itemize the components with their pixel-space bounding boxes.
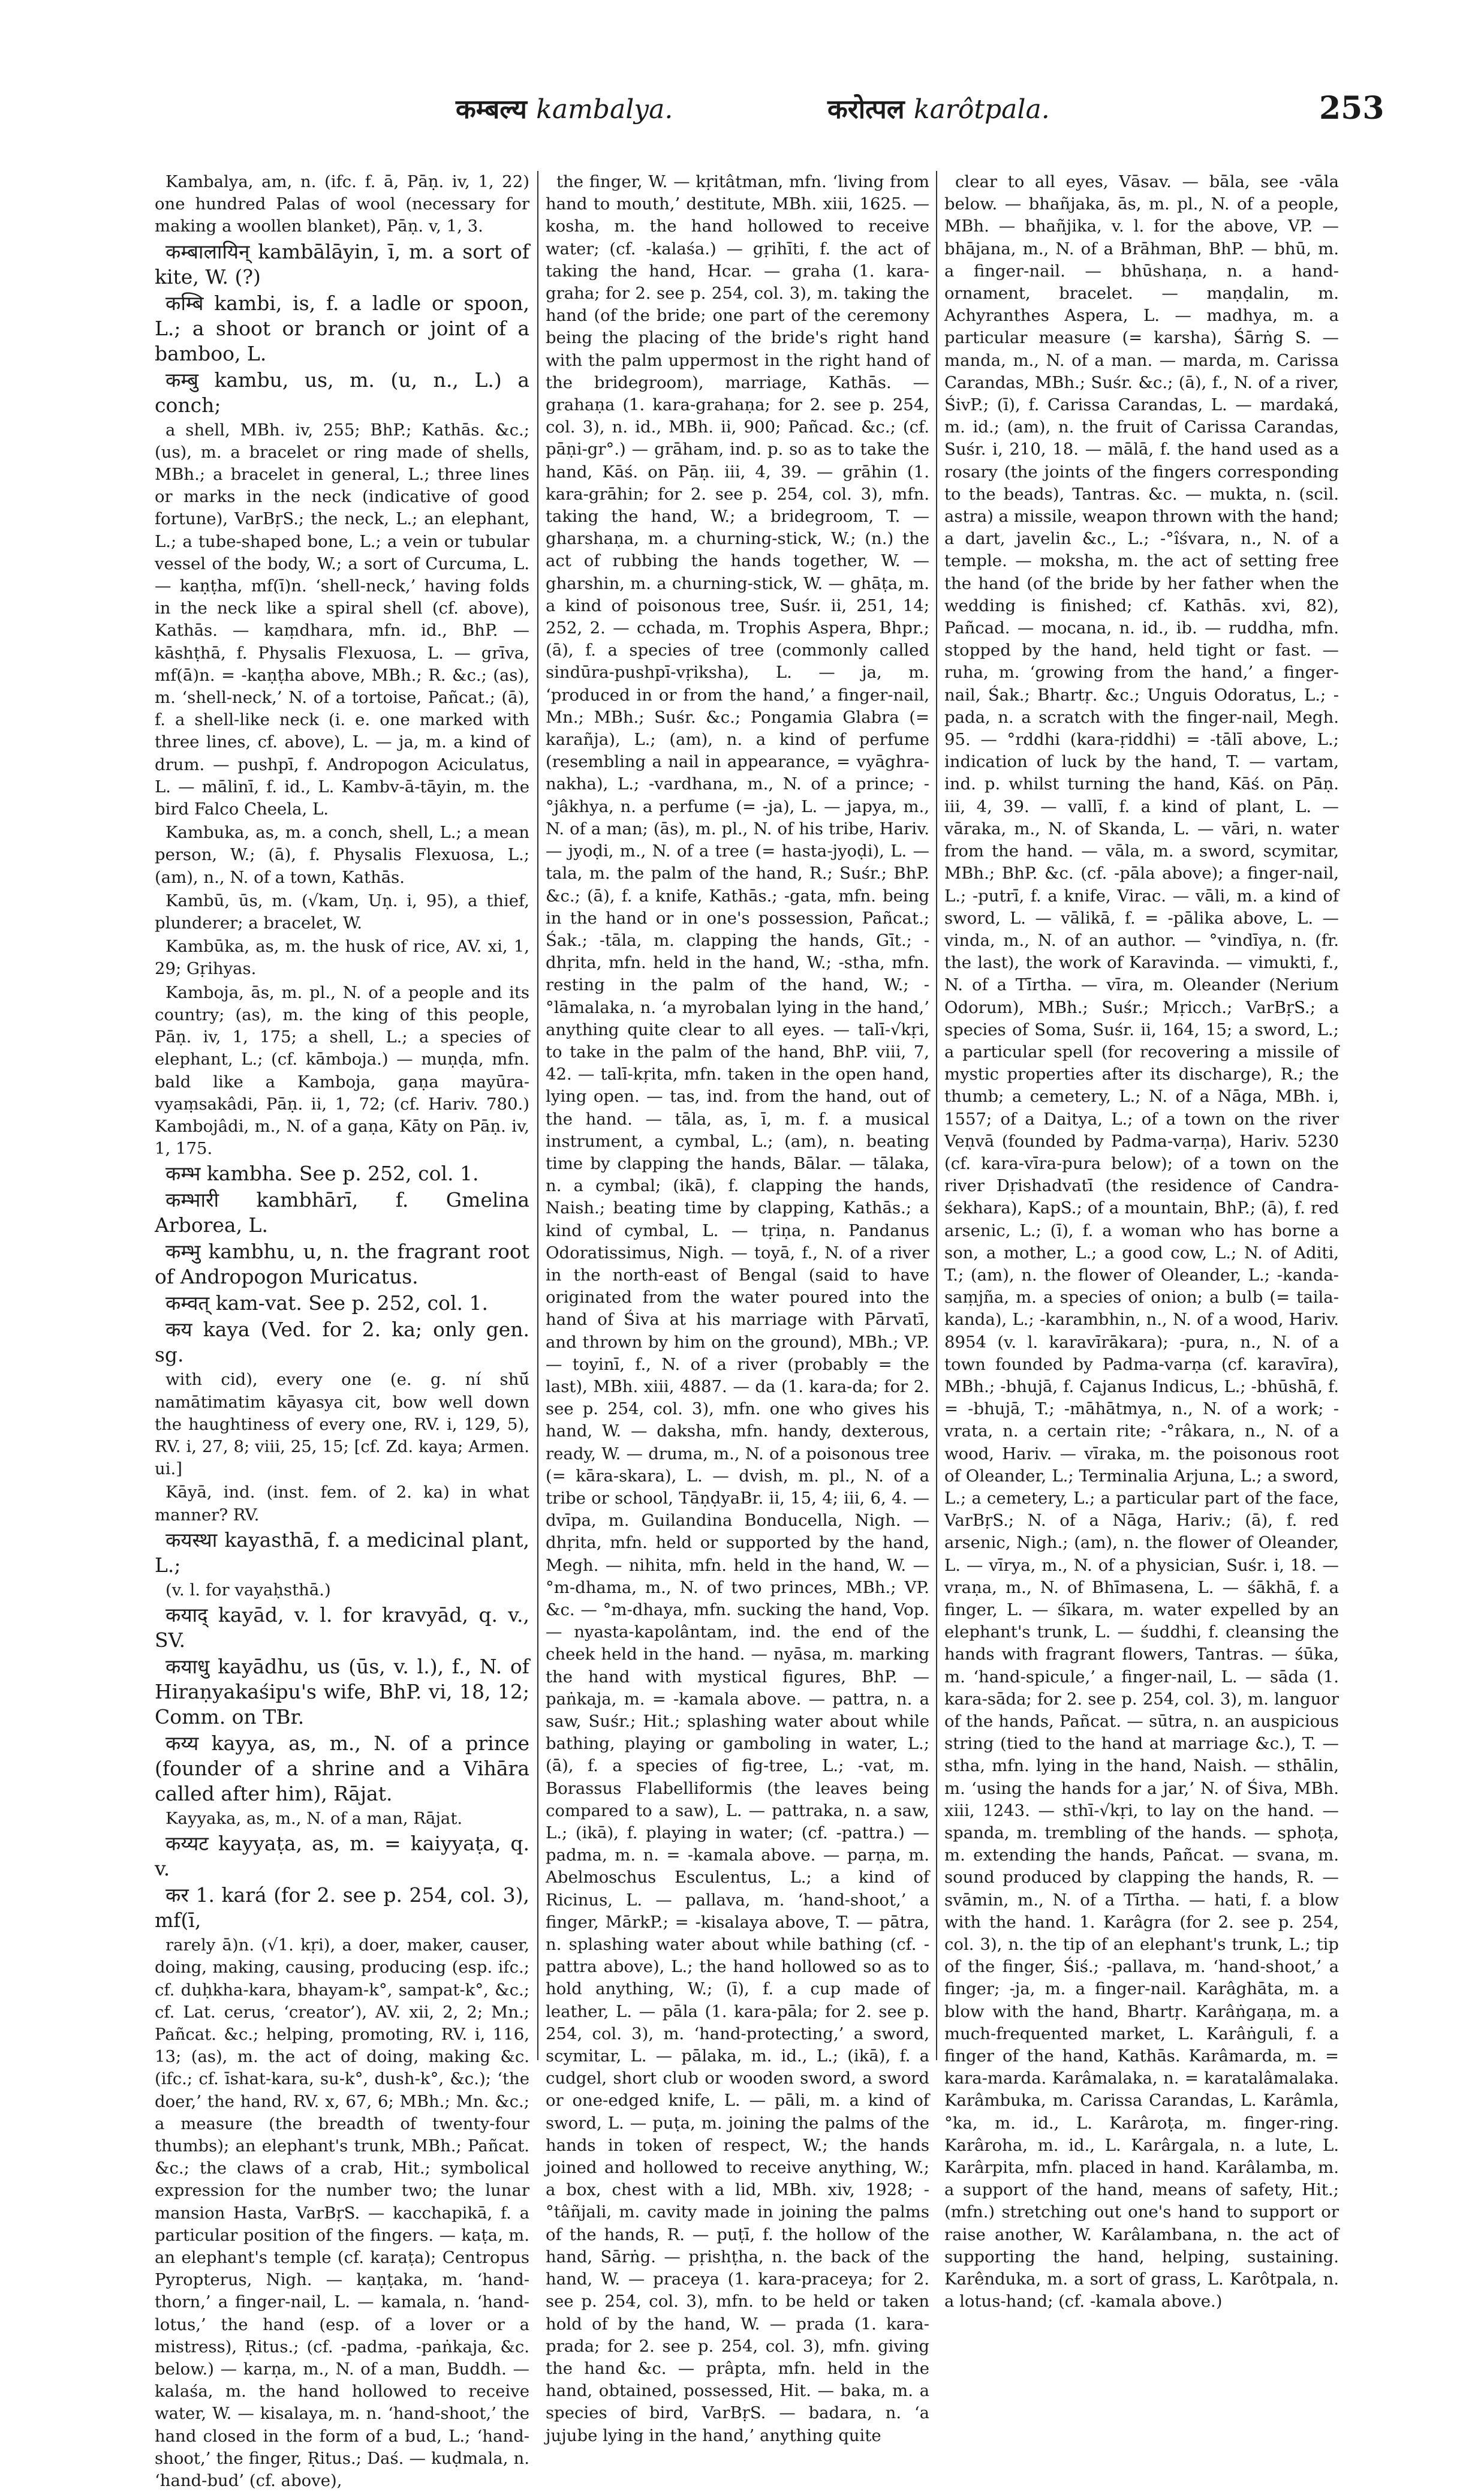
dictionary-entry: कयस्था kayasthā, f. a medicinal plant, L.; <box>155 1528 529 1577</box>
dictionary-entry: rarely ā)n. (√1. kṛi), a doer, maker, causer, doing, making, causing, producing (esp. ifc.; cf. duḥkha-kara, bhayam-k°, sampat-k°, &c.; cf. Lat. cerus, ‘creator’), AV. xii, 2, 2; Mn.; Pañcat. &c.; helping, promoting, RV. i, 116, 13; (as), m. the act of doing, making &c. (ifc.; cf. īshat-kara, su-k°, dush-k°, &c.); ‘the doer,’ the hand, RV. x, 67, 6; MBh.; Mn. &c.; a measure (the breadth of twenty-four thumbs); an elephant's trunk, MBh.; Pañcat. &c.; the claws of a crab, Hit.; symbolical expression for the number two; the lunar mansion Hasta, VarBṛS. — kacchapikā, f. a particular position of the fingers. — kaṭa, m. an elephant's temple (cf. karaṭa); Centropus Pyropterus, Nigh. — kaṇṭaka, m. ‘hand-thorn,’ a finger-nail, L. — kamala, n. ‘hand-lotus,’ the hand (esp. of a lover or a mistress), Ṛitus.; (cf. -padma, -paṅkaja, &c. below.) — karṇa, m., N. of a man, Buddh. — kalaśa, m. the hand hollowed to receive water, W. — kisalaya, m. n. ‘hand-shoot,’ the hand closed in the form of a bud, L.; ‘hand-shoot,’ the finger, Ṛitus.; Daś. — kuḍmala, n. ‘hand-bud’ (cf. above), <box>155 1935 529 2491</box>
dictionary-entry: कय kaya (Ved. for 2. ka; only gen. sg. <box>155 1318 529 1367</box>
dictionary-entry: कयाद् kayād, v. l. for kravyād, q. v., SV. <box>155 1603 529 1652</box>
dictionary-column-1 <box>155 171 529 2491</box>
dictionary-entry: कम्भु kambhu, u, n. the fragrant root of Andropogon Muricatus. <box>155 1240 529 1289</box>
dictionary-entry: Kayyaka, as, m., N. of a man, Rājat. <box>165 1808 463 1828</box>
dictionary-entry: कम्बालायिन् kambālāyin, ī, m. a sort of kite, W. (?) <box>155 239 529 288</box>
column-divider <box>537 171 538 2060</box>
page-header <box>0 90 1484 144</box>
dictionary-entry: कय्य kayya, as, m., N. of a prince (founder of a shrine and a Vihāra called after him), Rājat. <box>155 1731 529 1805</box>
dictionary-entry: Kamboja, ās, m. pl., N. of a people and its country; (as), m. the king of this people, Pāṇ. iv, 1, 175; a shell, L.; a species of elephant, L.; (cf. kāmboja.) — muṇḍa, mfn. bald like a Kamboja, gaṇa mayūra-vyaṃsakâdi, Pāṇ. ii, 1, 72; (cf. Hariv. 780.) Kambojâdi, m., N. of a gaṇa, Kāty on Pāṇ. iv, 1, 175. <box>155 982 529 1159</box>
dictionary-entry: कयाधु kayādhu, us (ūs, v. l.), f., N. of Hiraṇyakaśipu's wife, BhP. vi, 18, 12; Comm. on TBr. <box>155 1654 529 1729</box>
running-head-left-devanagari: कम्बल्य <box>456 94 527 125</box>
dictionary-entry: the finger, W. — kṛitâtman, mfn. ‘living from hand to mouth,’ destitute, MBh. xiii, 1625. — kosha, m. the hand hollowed to receive water; (cf. -kalaśa.) — gṛihīti, f. the act of taking the hand, Hcar. — graha (1. kara-graha; for 2. see p. 254, col. 3), m. taking the hand (of the bride; one part of the ceremony being the placing of the bride's right hand with the palm uppermost in the right hand of the bridegroom), marriage, Kathās. — grahaṇa (1. kara-grahaṇa; for 2. see p. 254, col. 3), n. id., MBh. ii, 900; Pañcad. &c.; (cf. pāṇi-gr°.) — grāham, ind. p. so as to take the hand, Kāś. on Pāṇ. iii, 4, 39. — grāhin (1. kara-grāhin; for 2. see p. 254, col. 3), mfn. taking the hand, W.; a bridegroom, T. — gharshaṇa, m. a churning-stick, W.; (n.) the act of rubbing the hands together, W. — gharshin, m. a churning-stick, W. — ghāṭa, m. a kind of poisonous tree, Suśr. ii, 251, 14; 252, 2. — cchada, m. Trophis Aspera, Bhpr.; (ā), f. a species of tree (commonly called sindūra-pushpī-vṛiksha), L. — ja, m. ‘produced in or from the hand,’ a finger-nail, Mn.; MBh.; Suśr. &c.; Pongamia Glabra (= karañja), L.; (am), n. a kind of perfume (resembling a nail in appearance, = vyāghra-nakha), L.; -vardhana, m., N. of a prince; -°jâkhya, n. a perfume (= -ja), L. — japya, m., N. of a man; (ās), m. pl., N. of his tribe, Hariv. — jyoḍi, m., N. of a tree (= hasta-jyoḍi), L. — tala, m. the palm of the hand, R.; Suśr.; BhP. &c.; (ā), f. a knife, Kathās.; -gata, mfn. being in the hand or in one's possession, Pañcat.; Śak.; -tāla, m. clapping the hands, Gīt.; -dhṛita, mfn. held in the hand, W.; -stha, mfn. resting in the palm of the hand, W.; -°lāmalaka, n. ‘a myrobalan lying in the hand,’ anything quite clear to all eyes. — talī-√kṛi, to take in the palm of the hand, BhP. viii, 7, 42. — talī-kṛita, mfn. taken in the open hand, lying open. — tas, ind. from the hand, out of the hand. — tāla, as, ī, m. f. a musical instrument, a cymbal, L.; (am), n. beating time by clapping the hands, Bālar. — tālaka, n. a cymbal; (ikā), f. clapping the hands, Naish.; beating time by clapping, Kathās.; a kind of cymbal, L. — tṛiṇa, n. Pandanus Odoratissimus, Nigh. — toyā, f., N. of a river in the north-east of Bengal (said to have originated from the water poured into the hand of Śiva at his marriage with Pārvatī, and thrown by him on the ground), MBh.; VP. — toyinī, f., N. of a river (probably = the last), MBh. xiii, 4887. — da (1. kara-da; for 2. see p. 254, col. 3), mfn. one who gives his hand, W. — daksha, mfn. handy, dexterous, ready, W. — druma, m., N. of a poisonous tree (= kāra-skara), L. — dvish, m. pl., N. of a tribe or school, TāṇḍyaBr. ii, 15, 4; iii, 6, 4. — dvīpa, m. Guilandina Bonducella, Nigh. — dhṛita, mfn. held or supported by the hand, Megh. — nihita, mfn. held in the hand, W. — °m-dhama, m., N. of two princes, MBh.; VP. &c. — °m-dhaya, mfn. sucking the hand, Vop. — nyasta-kapolântam, ind. the end of the cheek held in the hand. — nyāsa, m. marking the hand with mystical figures, BhP. — paṅkaja, m. = -kamala above. — pattra, n. a saw, Suśr.; Hit.; splashing water about while bathing, playing or gamboling in water, L.; (ā), f. a species of fig-tree, L.; -vat, m. Borassus Flabelliformis (the leaves being compared to a saw), L. — pattraka, n. a saw, L.; (ikā), f. playing in water; (cf. -pattra.) — padma, m. n. = -kamala above. — parṇa, m. Abelmoschus Esculentus, L.; a kind of Ricinus, L. — pallava, m. ‘hand-shoot,’ a finger, MārkP.; = -kisalaya above, T. — pātra, n. splashing water about while bathing (cf. -pattra above), L.; the hand hollowed so as to hold anything, W.; (ī), f. a cup made of leather, L. — pāla (1. kara-pāla; for 2. see p. 254, col. 3), m. ‘hand-protecting,’ a sword, scymitar, L. — pālaka, m. id., L.; (ikā), f. a cudgel, short club or wooden sword, a sword or one-edged knife, L. — pāli, m. a kind of sword, L. — puṭa, m. joining the palms of the hands in token of respect, W.; the hands joined and hollowed to receive anything, W.; a box, chest with a lid, MBh. xiv, 1928; -°tâñjali, m. cavity made in joining the palms of the hands, R. — puṭī, f. the hollow of the hand, Sārṅg. — pṛishṭha, n. the back of the hand, W. — praceya (1. kara-praceya; for 2. see p. 254, col. 3), mfn. to be held or taken hold of by the hand, W. — prada (1. kara-prada; for 2. see p. 254, col. 3), mfn. giving the hand &c. — prâpta, mfn. held in the hand, obtained, possessed, Hit. — baka, m. a species of bird, VarBṛS. — badara, n. ‘a jujube lying in the hand,’ anything quite <box>546 172 929 2445</box>
running-head-right-devanagari: करोत्पल <box>827 94 905 125</box>
dictionary-entry: a shell, MBh. iv, 255; BhP.; Kathās. &c.; (us), m. a bracelet or ring made of shells, MBh.; a bracelet in general, L.; three lines or marks in the neck (indicative of good fortune), VarBṛS.; the neck, L.; an elephant, L.; a tube-shaped bone, L.; a vein or tubular vessel of the body, W.; a sort of Curcuma, L. — kaṇṭha, mf(ī)n. ‘shell-neck,’ having folds in the neck like a spiral shell (cf. above), Kathās. — kaṃdhara, mfn. id., BhP. — kāshṭhā, f. Physalis Flexuosa, L. — grīva, mf(ā)n. = -kaṇṭha above, MBh.; R. &c.; (as), m. ‘shell-neck,’ N. of a tortoise, Pañcat.; (ā), f. a shell-like neck (i. e. one marked with three lines, cf. above), L. — ja, m. a kind of drum. — pushpī, f. Andropogon Aciculatus, L. — mālinī, f. id., L. Kambv-ā-tāyin, m. the bird Falco Cheela, L. <box>155 420 529 819</box>
dictionary-entry: Kambuka, as, m. a conch, shell, L.; a mean person, W.; (ā), f. Physalis Flexuosa, L.; (am), n., N. of a town, Kathās. <box>155 823 529 887</box>
column-divider <box>936 171 937 2060</box>
dictionary-entry: Kāyā, ind. (inst. fem. of 2. ka) in what manner? RV. <box>155 1483 529 1525</box>
dictionary-entry: (v. l. for vayaḥsthā.) <box>165 1580 331 1600</box>
dictionary-entry: कम्वत् kam-vat. See p. 252, col. 1. <box>165 1291 488 1315</box>
dictionary-entry: कर 1. kará (for 2. see p. 254, col. 3), mf(ī, <box>155 1883 529 1932</box>
dictionary-entry: कम्बु kambu, us, m. (u, n., L.) a conch; <box>155 368 529 417</box>
dictionary-entry: कम्बि kambi, is, f. a ladle or spoon, L.; a shoot or branch or joint of a bamboo, L. <box>155 291 529 365</box>
running-head-right-roman: karôtpala. <box>913 94 1050 125</box>
dictionary-entry: कय्यट kayyaṭa, as, m. = kaiyyaṭa, q. v. <box>155 1832 529 1881</box>
dictionary-entry: Kambū, ūs, m. (√kam, Uṇ. i, 95), a thief, plunderer; a bracelet, W. <box>155 891 529 933</box>
dictionary-column-3 <box>944 171 1339 2311</box>
dictionary-entry: clear to all eyes, Vāsav. — bāla, see -vāla below. — bhañjaka, ās, m. pl., N. of a people, MBh. — bhañjika, v. l. for the above, VP. — bhājana, m., N. of a Brāhman, BhP. — bhū, m. a finger-nail. — bhūshaṇa, n. a hand-ornament, bracelet. — maṇḍalin, m. Achyranthes Aspera, L. — madhya, m. a particular measure (= karsha), Śārṅg S. — manda, m., N. of a man. — marda, m. Carissa Carandas, MBh.; Suśr. &c.; (ā), f., N. of a river, ŚivP.; (ī), f. Carissa Carandas, L. — mardaká, m. id.; (am), n. the fruit of Carissa Carandas, Suśr. i, 210, 18. — mālā, f. the hand used as a rosary (the joints of the fingers corresponding to the beads), Tantras. &c. — mukta, n. (scil. astra) a missile, weapon thrown with the hand; a dart, javelin &c., L.; -°îśvara, n., N. of a temple. — moksha, m. the act of setting free the hand (of the bride by her father when the wedding is finished; cf. Kathās. xvi, 82), Pañcad. — mocana, n. id., ib. — ruddha, mfn. stopped by the hand, held tight or fast. — ruha, m. ‘growing from the hand,’ a finger-nail, Śak.; Bhartṛ. &c.; Unguis Odoratus, L.; -pada, n. a scratch with the finger-nail, Megh. 95. — °rddhi (kara-ṛiddhi) = -tālī above, L.; indication of luck by the hand, T. — vartam, ind. p. whilst turning the hand, Kāś. on Pāṇ. iii, 4, 39. — vallī, f. a kind of plant, L. — vāraka, m., N. of Skanda, L. — vāri, n. water from the hand. — vāla, m. a sword, scymitar, MBh.; BhP. &c. (cf. -pāla above); a finger-nail, L.; -putrī, f. a knife, Virac. — vāli, m. a kind of sword, L. — vālikā, f. = -pālika above, L. — vinda, m., N. of an author. — °vindīya, n. (fr. the last), the work of Karavinda. — vimukti, f., N. of a Tīrtha. — vīra, m. Oleander (Nerium Odorum), MBh.; Suśr.; Mṛicch.; VarBṛS.; a species of Soma, Suśr. ii, 164, 15; a sword, L.; a particular spell (for recovering a missile of mystic properties after its discharge), R.; the thumb; a cemetery, L.; N. of a Nāga, MBh. i, 1557; of a Daitya, L.; of a town on the river Veṇvā (founded by Padma-varṇa), Hariv. 5230 (cf. kara-vīra-pura below); of a town on the river Dṛishadvatī (the residence of Candra-śekhara), KapS.; of a mountain, BhP.; (ā), f. red arsenic, L.; (ī), f. a woman who has borne a son, a mother, L.; a good cow, L.; N. of Aditi, T.; (am), n. the flower of Oleander, L.; -kanda-saṃjña, m. a species of onion; a bulb (= taila-kanda), L.; -karambhin, n., N. of a wood, Hariv. 8954 (v. l. karavīrākara); -pura, n., N. of a town founded by Padma-varṇa (cf. karavīra), MBh.; -bhujā, f. Cajanus Indicus, L.; -bhūshā, f. = -bhujā, T.; -māhātmya, n., N. of a work; -vrata, n. a certain rite; -°râkara, n., N. of a wood, Hariv. — vīraka, m. the poisonous root of Oleander, L.; Terminalia Arjuna, L.; a sword, L.; a cemetery, L.; a particular part of the face, VarBṛS.; N. of a Nāga, Hariv.; (ā), f. red arsenic, Nigh.; (am), n. the flower of Oleander, L. — vīrya, m., N. of a physician, Suśr. i, 18. — vraṇa, m., N. of Bhīmasena, L. — śākhā, f. a finger, L. — śīkara, m. water expelled by an elephant's trunk, L. — śuddhi, f. cleansing the hands with fragrant flowers, Tantras. — śūka, m. ‘hand-spicule,’ a finger-nail, L. — sāda (1. kara-sāda; for 2. see p. 254, col. 3), m. languor of the hands, Pañcat. — sūtra, n. an auspicious string (tied to the hand at marriage &c.), T. — stha, mfn. lying in the hand, Naish. — sthālin, m. ‘using the hands for a jar,’ N. of Śiva, MBh. xiii, 1243. — sthī-√kṛi, to lay on the hand. — spanda, m. trembling of the hands. — sphoṭa, m. extending the hands, Pañcat. — svana, m. sound produced by clapping the hands, R. — svāmin, m., N. of a Tīrtha. — hati, f. a blow with the hand. 1. Karâgra (for 2. see p. 254, col. 3), n. the tip of an elephant's trunk, L.; tip of the finger, Śiś.; -pallava, m. ‘hand-shoot,’ a finger; -ja, m. a finger-nail. Karâghāta, m. a blow with the hand, Bhartṛ. Karâṅgaṇa, m. a much-frequented market, L. Karâṅguli, f. a finger of the hand, Kathās. Karâmarda, m. = kara-marda. Karâmalaka, n. = karatalâmalaka. Karâmbuka, m. Carissa Carandas, L. Karâmla, °ka, m. id., L. Karâroṭa, m. finger-ring. Karâroha, m. id., L. Karârgala, n. a lute, L. Karârpita, mfn. placed in hand. Karâlamba, m. a support of the hand, means of safety, Hit.; (mfn.) stretching out one's hand to support or raise another, W. Karâlambana, n. the act of supporting the hand, helping, sustaining. Karênduka, m. a sort of grass, L. Karôtpala, n. a lotus-hand; (cf. -kamala above.) <box>944 172 1339 2311</box>
dictionary-entry: Kambūka, as, m. the husk of rice, AV. xi, 1, 29; Gṛihyas. <box>155 937 529 979</box>
dictionary-entry: with cid), every one (e. g. ní shū́ namātimatim kāyasya cit, bow well down the haughtiness of every one, RV. i, 129, 5), RV. i, 27, 8; viii, 25, 15; [cf. Zd. kaya; Armen. ui.] <box>155 1370 529 1479</box>
dictionary-column-2 <box>546 171 929 2445</box>
dictionary-entry: Kambalya, am, n. (ifc. f. ā, Pāṇ. iv, 1, 22) one hundred Palas of wool (necessary for making a woollen blanket), Pāṇ. v, 1, 3. <box>155 172 529 236</box>
running-head-right <box>827 90 1050 126</box>
dictionary-entry: कम्भ kambha. See p. 252, col. 1. <box>165 1162 479 1186</box>
running-head-left-roman: kambalya. <box>536 94 673 125</box>
dictionary-entry: कम्भारी kambhārī, f. Gmelina Arborea, L. <box>155 1188 529 1237</box>
running-head-left <box>456 90 673 126</box>
page-number: 253 <box>1319 90 1384 127</box>
